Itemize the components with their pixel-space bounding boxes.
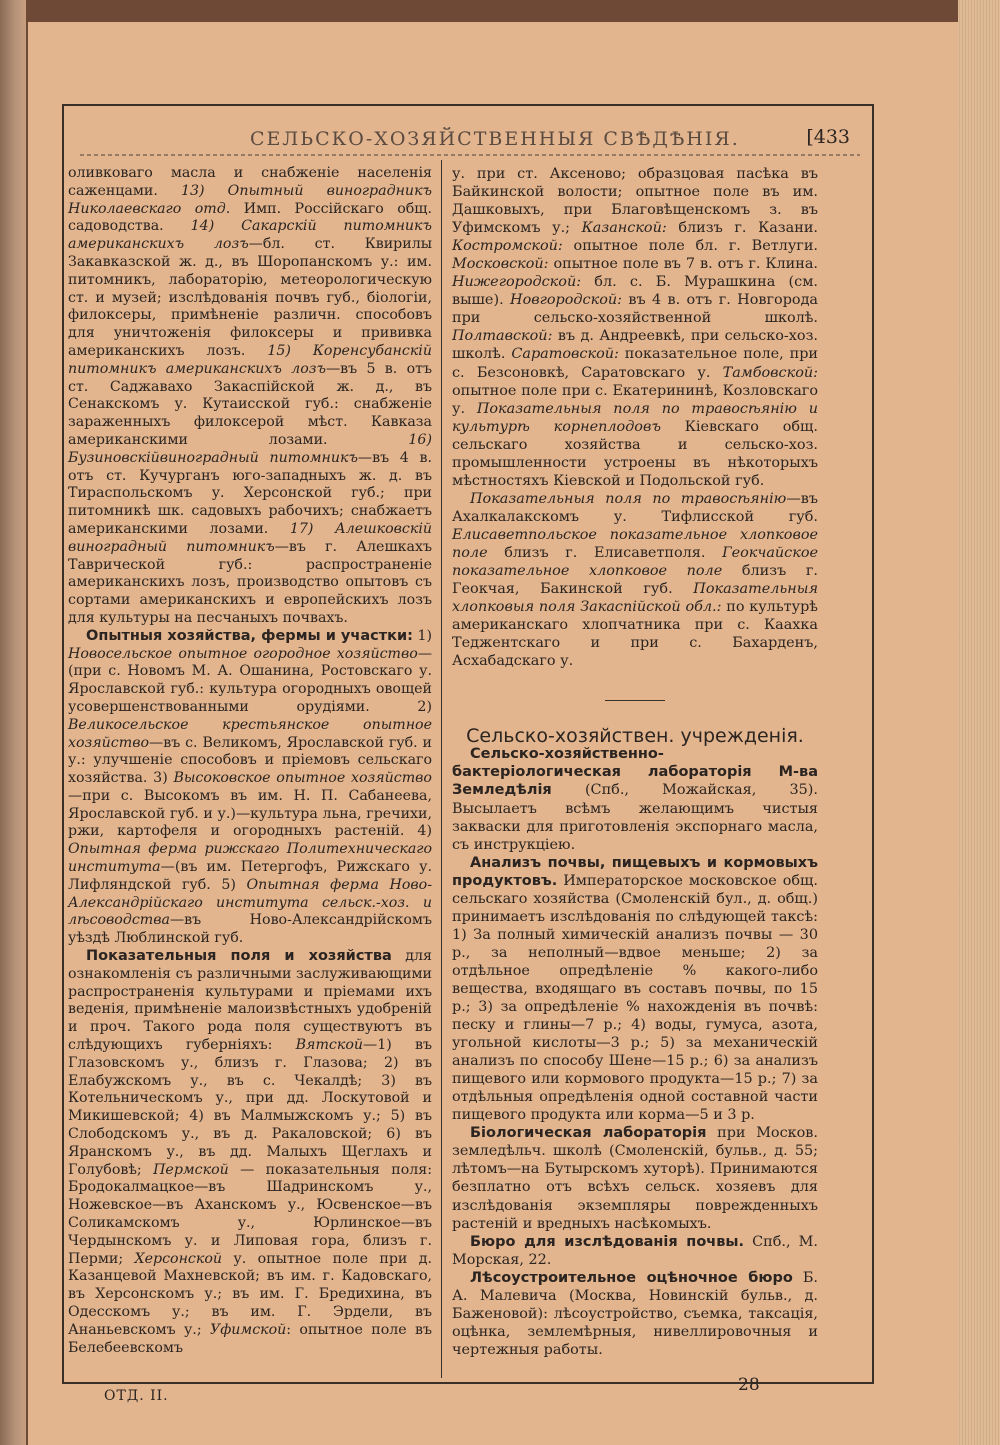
italic-text: Новгородской: <box>510 292 622 309</box>
text: опытное поле при с. Екатерининѣ, Козловскаго у. <box>452 382 818 417</box>
bold-heading: Біологическая лабораторія <box>470 1125 707 1142</box>
paragraph <box>452 490 818 670</box>
italic-text: 16) Бузиновскійвиноградный питомникъ <box>68 431 432 466</box>
paragraph <box>68 165 432 628</box>
bold-heading: Анализъ почвы, пищевыхъ и кормовыхъ продуктовъ. <box>452 854 818 889</box>
text: въ 4 в. отъ г. Новгорода при сельско-хозяйственной школѣ. <box>452 292 819 327</box>
left-column <box>68 165 432 1357</box>
bold-heading: Лѣсоустроительное оцѣночное бюро <box>470 1269 793 1286</box>
text: показательное поле, при с. Безсоновкѣ, Саратовскаго у. <box>452 346 818 381</box>
italic-text: Полтавской: <box>452 328 553 345</box>
text: Б. А. Малевича (Москва, Новинскій бульв., д. Баженовой): лѣсоустройство, съемка, таксація, оцѣнка, землемѣрныя, нивеллировочныя и чертежныя работы. <box>452 1269 818 1358</box>
italic-text: Опытная ферма рижскаго Политехническаго института <box>68 841 432 876</box>
italic-text: Новосельское опытное огородное хозяйство <box>68 645 418 662</box>
running-head <box>80 126 860 156</box>
paragraph <box>452 745 818 853</box>
text: —(при с. Новомъ М. А. Ошанина, Ростовскаго у. Ярославской губ.: культура огородныхъ овощей усовершенствованными орудіями. 2) <box>68 645 432 715</box>
italic-text: Показательныя поля по травосѣянію <box>470 490 787 507</box>
text: 1) <box>412 627 432 644</box>
text: по культурѣ американскаго хлопчатника при с. Каахка Теджентскаго и при с. Бахарденъ, Асхабадскаго у. <box>452 599 818 670</box>
text: близъ г. Казани. <box>666 220 818 237</box>
paragraph <box>68 628 432 948</box>
text: въ д. Андреевкѣ, при сельско-хоз. школѣ. <box>452 328 818 363</box>
text: бл. с. Б. Мурашкина (см. выше). <box>452 274 818 309</box>
paragraph <box>452 1269 818 1359</box>
header-rule <box>80 154 860 156</box>
text: —въ 5 в. отъ ст. Саджавахо Закаспійской ж. д., въ Сенакскомъ у. Кутаисской губ.: снабженіе зараженныхъ филоксерой мѣст. Кавказа американскими лозами. <box>68 360 433 448</box>
text: —(въ им. Петергофъ, Рижскаго у. Лифляндской губ. 5) <box>68 859 432 893</box>
paragraph <box>452 1124 818 1232</box>
italic-text: Высоковское опытное хозяйство <box>173 770 432 787</box>
text: (Спб., Можайская, 35). Высылаетъ всѣмъ желающимъ чистыя закваски для приготовленія экспорнаго масла, съ инструкціею. <box>452 782 818 853</box>
italic-text: Показательныя хлопковыя поля Закаспійской обл.: <box>452 581 818 616</box>
text: —въ г. Алешкахъ Таврической губ.: распространеніе американскихъ лозъ, производство опытовъ съ сортами американскихъ и европейскихъ лозъ для культуры на песчаныхъ почвахъ. <box>68 538 432 626</box>
text: —въ Ахалкалакскомъ у. Тифлисской губ. <box>452 490 818 525</box>
previous-page-edge <box>0 0 26 1445</box>
page-number: [433 <box>806 126 850 148</box>
text: для ознакомленія съ различными заслуживающими распространенія культурами и пріемами ихъ веденія, примѣненіе малоизвѣстныхъ удобреній и проч. Такого рода поля существуютъ въ слѣдующихъ губерніяхъ: <box>68 948 432 1054</box>
italic-text: Уфимской <box>209 1321 287 1338</box>
italic-text: Костромской: <box>452 238 563 255</box>
bold-heading: Опытныя хозяйства, фермы и участки: <box>86 627 413 644</box>
column-rule <box>441 160 442 1378</box>
section-divider <box>605 700 665 701</box>
italic-text: Опытная ферма Ново-Александрійскаго института сельск.-хоз. и лѣсоводства <box>68 876 432 929</box>
text: опытное поле бл. г. Ветлуги. <box>562 238 818 255</box>
section-title: Сельско-хозяйствен. учрежденія. <box>466 725 804 748</box>
paragraph <box>452 1233 818 1269</box>
page-edges <box>958 0 1000 1445</box>
text: близъ г. Геокчая, Бакинской губ. <box>452 563 818 598</box>
text: —въ с. Великомъ, Ярославской губ. и у.: улучшеніе способовъ и пріемовъ сельскаго хозяйства. 3) <box>68 734 432 787</box>
italic-text: Саратовской: <box>511 346 619 363</box>
italic-text: 13) Опытный виноградникъ Николаевскаго отд. <box>68 182 432 217</box>
text: —бл. ст. Квирилы Закавказской ж. д., въ Шоропанскомъ у.: им. питомникъ, лабораторію, метеорологическую ст. и музей; изслѣдованія почвъ губ., біологіи, филоксеры, примѣненіе различн. способовъ для уничтоженія филоксеры и прививка американскихъ лозъ. <box>68 236 432 359</box>
running-title: СЕЛЬСКО-ХОЗЯЙСТВЕННЫЯ СВѢДѢНІЯ. <box>250 128 740 150</box>
text: опытное поле въ 7 в. отъ г. Клина. <box>548 256 818 273</box>
italic-text: Великосельское крестьянское опытное хозяйство <box>68 716 432 751</box>
italic-text: Показательныя поля по травосѣянію и культурѣ корнеплодовъ <box>452 400 818 435</box>
text: Кіевскаго общ. сельскаго хозяйства и сельско-хоз. промышленности устроены въ нѣкоторыхъ мѣстностяхъ Кіевской и Подольской губ. <box>452 418 819 489</box>
text: оливковаго масла и снабженіе населенія саженцами. <box>68 165 432 199</box>
text: —въ 4 в. отъ ст. Кучурганъ юго-западныхъ ж. д. въ Тираспольскомъ у. Херсонской губ.; при питомникѣ шк. садовыхъ рабочихъ; снабжаетъ американскими лозами. <box>68 449 432 537</box>
bold-heading: Показательныя поля и хозяйства <box>86 948 392 965</box>
footer-sheet-number: 28 <box>738 1375 760 1395</box>
paragraph <box>452 854 818 1125</box>
text: у. при ст. Аксеново; образцовая пасѣка въ Байкинской волости; опытное поле въ им. Дашковыхъ, при Благовѣщенскомъ з. въ Уфимскомъ у.; <box>452 166 818 237</box>
bold-heading: Бюро для изслѣдованія почвы. <box>470 1233 745 1250</box>
paragraph <box>452 165 818 490</box>
text: : опытное поле въ Белебеевскомъ <box>68 1321 433 1356</box>
page-number-value: 433 <box>813 126 850 148</box>
text: —при с. Высокомъ въ им. Н. П. Сабанеева, Ярославской губ. и у.)—культура льна, гречихи, ржи, картофеля и огородныхъ растеній. 4) <box>68 787 432 840</box>
bold-heading: Сельско-хозяйственно-бактеріологическая лабораторія М-ва Земледѣлія <box>452 746 818 799</box>
text: у. опытное поле при д. Казанцевой Махневской; въ им. г. Кадовскаго, въ Херсонскомъ у.; въ им. Г. Бредихина, въ Одесскомъ у.; въ им. Г. Эрдели, въ Ананьевскомъ у.; <box>68 1250 432 1338</box>
text: Императорское московское общ. сельскаго хозяйства (Смоленскій бул., д. общ.) принимаетъ изслѣдованія по слѣдующей таксѣ: 1) За полный химическій анализъ почвы — 30 р., за неполный—вдвое меньше; 2) за отдѣльное опредѣленіе % какого-либо вещества, входящаго въ составъ почвы, по 15 р.; 3) за опредѣленіе % нахожденія въ почвѣ: песку и глины—7 р.; 4) воды, гумуса, азота, угольной кислоты—3 р.; 5) за механическій анализъ по способу Шене—15 р.; 6) за анализъ пищевого или кормового продукта—15 р.; 7) за отдѣльныя опредѣленія одной составной части пищевого продукта или корма—5 и 3 р. <box>452 872 818 1124</box>
paragraph <box>68 948 432 1357</box>
text: при Москов. земледѣльч. школѣ (Смоленскій, бульв., д. 55; лѣтомъ—на Бутырскомъ хуторѣ). Принимаются безплатно отъ всѣхъ сельск. хозяевъ для изслѣдованія экземпляры поврежденныхъ растеній и вредныхъ насѣкомыхъ. <box>452 1125 818 1232</box>
italic-text: Тамбовской: <box>722 364 818 381</box>
text: близъ г. Елисаветполя. <box>487 544 723 561</box>
italic-text: Елисаветпольское показательное хлопковое поле <box>452 526 818 561</box>
text: Спб., М. Морская, 22. <box>452 1233 818 1268</box>
italic-text: 17) Алешковскій виноградный питомникъ <box>68 520 432 555</box>
italic-text: Казанской: <box>581 220 667 237</box>
italic-text: Московской: <box>452 256 549 273</box>
italic-text: 15) Коренсубанскій питомникъ американскихъ лозъ <box>68 342 432 377</box>
italic-text: Геокчайское показательное хлопковое поле <box>452 544 818 580</box>
italic-text: 14) Сакарскій питомникъ американскихъ лозъ <box>68 218 432 253</box>
italic-text: Херсонской <box>134 1250 223 1267</box>
text: — показательныя поля: Бродокалмацкое—въ Шадринскомъ у., Ножевское—въ Аханскомъ у., Юсвенское—въ Соликамскомъ у., Юрлинское—въ Чердынскомъ у. и Липовая гора, близъ г. Перми; <box>68 1161 432 1267</box>
italic-text: Нижегородской: <box>452 274 582 291</box>
italic-text: Вятской <box>295 1037 363 1054</box>
right-column <box>452 165 818 1359</box>
text: Имп. Россійскаго общ. садоводства. <box>68 200 433 235</box>
italic-text: Пермской <box>153 1161 229 1178</box>
text: —въ Ново-Александрійскомъ уѣздѣ Люблинской губ. <box>68 912 432 947</box>
footer-section: ОТД. II. <box>104 1388 169 1404</box>
text: —1) въ Глазовскомъ у., близъ г. Глазова; 2) въ Елабужскомъ у., въ с. Чекалдѣ; 3) въ Котельническомъ у., при дд. Лоскутовой и Микишевской; 4) въ Малмыжскомъ у.; 5) въ Слободскомъ у., въ д. Ракаловской; 6) въ Яранскомъ у., въ дд. Малыхъ Щеглахъ и Голубовѣ; <box>68 1037 432 1178</box>
